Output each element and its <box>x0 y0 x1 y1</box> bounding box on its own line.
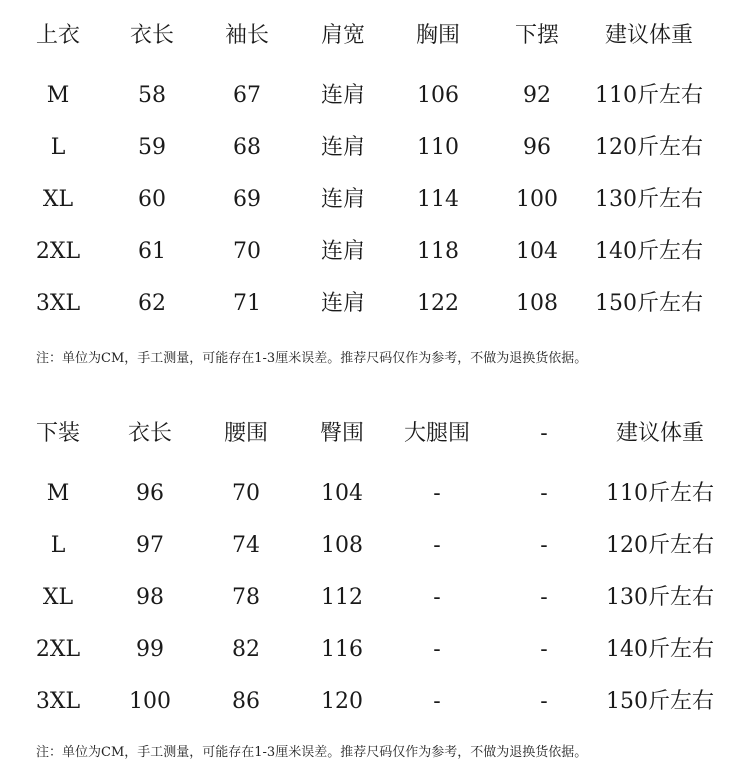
table-cell: 连肩 <box>320 187 366 212</box>
table-cell: XL <box>42 187 74 212</box>
table-cell: 2XL <box>35 637 81 662</box>
measurement-note: 注：单位为CM，手工测量，可能存在1-3厘米误差。推荐尺码仅作为参考，不做为退换货依据。 <box>36 351 588 366</box>
table-cell: 71 <box>233 291 261 316</box>
table-cell: 69 <box>233 187 261 212</box>
table-cell: 140斤左右 <box>606 637 714 662</box>
table-cell: 118 <box>417 239 459 264</box>
table-cell: 122 <box>417 291 459 316</box>
table-cell: 110斤左右 <box>595 83 703 108</box>
table-cell: XL <box>42 585 74 610</box>
table-cell: 140斤左右 <box>595 239 703 264</box>
table-cell: 连肩 <box>320 83 366 108</box>
header-cell: - <box>540 421 548 446</box>
table-cell: - <box>540 585 548 610</box>
table-row <box>0 578 744 618</box>
table-cell: 100 <box>516 187 558 212</box>
table-cell: 70 <box>232 481 260 506</box>
header-cell: 肩宽 <box>320 23 366 48</box>
table-cell: - <box>433 637 441 662</box>
table-row <box>0 180 744 220</box>
table-cell: 60 <box>138 187 166 212</box>
header-cell: 臀围 <box>319 421 365 446</box>
table-cell: 110斤左右 <box>606 481 714 506</box>
table-cell: 62 <box>138 291 166 316</box>
table-cell: 96 <box>136 481 164 506</box>
table-cell: 97 <box>136 533 164 558</box>
measurement-note: 注：单位为CM，手工测量，可能存在1-3厘米误差。推荐尺码仅作为参考，不做为退换货依据。 <box>36 745 588 760</box>
table-cell: 100 <box>129 689 171 714</box>
header-cell: 下摆 <box>514 23 560 48</box>
table-row <box>0 128 744 168</box>
header-cell: 衣长 <box>127 421 173 446</box>
table-cell: 108 <box>516 291 558 316</box>
table-cell: 74 <box>232 533 260 558</box>
table-cell: 120斤左右 <box>595 135 703 160</box>
table-cell: - <box>540 533 548 558</box>
table-cell: 130斤左右 <box>606 585 714 610</box>
header-cell: 大腿围 <box>403 421 471 446</box>
header-cell: 胸围 <box>415 23 461 48</box>
table-cell: 3XL <box>35 689 81 714</box>
table-cell: L <box>50 533 66 558</box>
table-cell: 70 <box>233 239 261 264</box>
table-cell: 96 <box>523 135 551 160</box>
table-cell: - <box>433 689 441 714</box>
table-cell: 110 <box>417 135 459 160</box>
table-row <box>0 526 744 566</box>
table-cell: - <box>433 533 441 558</box>
table-cell: 3XL <box>35 291 81 316</box>
table-cell: 150斤左右 <box>606 689 714 714</box>
table-cell: 150斤左右 <box>595 291 703 316</box>
table-cell: 58 <box>138 83 166 108</box>
table-cell: 67 <box>233 83 261 108</box>
header-cell: 下装 <box>35 421 81 446</box>
table-cell: 120斤左右 <box>606 533 714 558</box>
table-row <box>0 284 744 324</box>
table-cell: M <box>46 83 70 108</box>
table-row <box>0 76 744 116</box>
table-cell: 68 <box>233 135 261 160</box>
table-row <box>0 630 744 670</box>
table-cell: 114 <box>417 187 459 212</box>
header-cell: 上衣 <box>35 23 81 48</box>
table-cell: 86 <box>232 689 260 714</box>
bottom-table-header <box>0 414 744 454</box>
table-cell: 92 <box>523 83 551 108</box>
table-cell: 116 <box>321 637 363 662</box>
header-cell: 建议体重 <box>604 23 694 48</box>
header-cell: 袖长 <box>224 23 270 48</box>
table-cell: 78 <box>232 585 260 610</box>
table-cell: 59 <box>138 135 166 160</box>
table-cell: 112 <box>321 585 363 610</box>
header-cell: 衣长 <box>129 23 175 48</box>
header-cell: 腰围 <box>223 421 269 446</box>
table-cell: 连肩 <box>320 239 366 264</box>
table-cell: 2XL <box>35 239 81 264</box>
table-cell: 98 <box>136 585 164 610</box>
table-cell: - <box>540 637 548 662</box>
table-cell: - <box>433 585 441 610</box>
table-cell: 130斤左右 <box>595 187 703 212</box>
table-cell: - <box>540 481 548 506</box>
table-cell: 120 <box>321 689 363 714</box>
table-cell: 104 <box>516 239 558 264</box>
top-table-header <box>0 16 744 56</box>
table-cell: 连肩 <box>320 291 366 316</box>
table-cell: M <box>46 481 70 506</box>
header-cell: 建议体重 <box>615 421 705 446</box>
table-cell: L <box>50 135 66 160</box>
table-cell: 108 <box>321 533 363 558</box>
table-cell: 104 <box>321 481 363 506</box>
table-row <box>0 474 744 514</box>
table-row <box>0 232 744 272</box>
table-cell: 连肩 <box>320 135 366 160</box>
table-cell: 99 <box>136 637 164 662</box>
table-cell: 106 <box>417 83 459 108</box>
table-cell: - <box>540 689 548 714</box>
table-cell: 61 <box>138 239 166 264</box>
table-cell: - <box>433 481 441 506</box>
table-cell: 82 <box>232 637 260 662</box>
table-row <box>0 682 744 722</box>
